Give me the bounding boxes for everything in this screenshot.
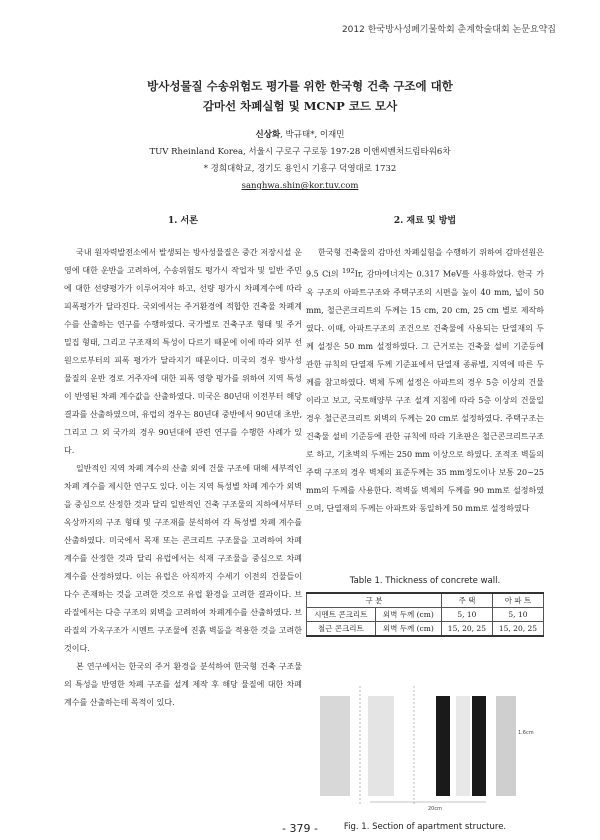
section-introduction-title: 1. 서론 [168,216,198,226]
table-row [307,622,544,637]
conference-header: 2012 한국방사성폐기물학회 춘계학술대회 논문요약집 [341,25,556,35]
right-column [306,212,544,518]
lead-author: 신상화 [255,130,281,140]
title-line-1: 방사성물질 수송위험도 평가를 위한 한국형 건축 구조에 대한 [147,79,453,93]
section-diagram [306,676,544,816]
table-cell-label: 철근 콘크리트 [307,622,376,637]
author-email: sanghwa.shin@kor.tuv.com [241,181,359,191]
co-authors: , 박규태*, 이재민 [280,130,345,140]
table-cell-unit: 외벽 두께 (cm) [375,608,441,622]
intro-paragraph-3: 본 연구에서는 한국의 주거 환경을 분석하여 한국형 건축 구조물의 특성을 반영한 차폐 구조를 설계 제작 후 해당 물질에 대한 차폐 계수를 산출하는데 목적이 있다. [64,662,302,707]
methods-text-b: Ir, 감마에너지는 0.317 MeV를 사용하였다. 한국 가옥 구조의 아파트구조와 주택구조의 시편을 높이 40 mm, 넓이 50 mm, 철근콘크리트의 두께는 15 cm, 20 cm, 25 cm 별로 제작하였다. 이때, 아파트구조의 조건으로 건축물에 사용되는 단열재의 두께 설정은 50 mm 설정하였다. 그 근거로는 건축물 설비 기준등에 관한 규칙의 단열재 두께 기준표에서 단열재 종류별, 지역에 따른 두께를 참고하였다. 벽체 두께 설정은 아파트의 경우 5층 이상의 건물이라고 보고, 국토해양부 구조 설계 지침에 따라 5층 이상의 건물일 경우 철근콘크리트 외벽의 두께는 20 cm로 설정하였다. 주택구조는 건축물 설비 기준등에 관한 규칙에 따라 기초판은 철근콘크리트구조로 하고, 기초벽의 두께는 250 mm 이상으로 하였다. 조적조 벽돌의 주택 구조의 경우 벽체의 표준두께는 35 mm정도이나 보통 20~25 mm의 두께를 사용한다. 적벽돌 벽체의 두께를 90 mm로 설정하였으며, 단열재의 두께는 아파트와 동일하게 50 mm로 설정하였다 [306,269,545,513]
concrete-layer-1 [436,696,450,796]
table-cell-label: 시멘트 콘크리트 [307,608,376,622]
table-caption: Table 1. Thickness of concrete wall. [349,576,501,586]
wall-layer-left [320,696,350,796]
intro-paragraph-1: 국내 원자력발전소에서 발생되는 방사성물질은 중간 저장시설 운영에 대한 운반을 고려하여, 수송위험도 평가시 작업자 및 일반 주민에 대한 선량평가가 이루어져야 하고, 선량 평가시 차폐계수에 따라 피폭평가가 달라진다. 국외에서는 주거환경에 적합한 건축물 차폐계수를 산출하는 연구를 수행하였다. 국가별로 건축구조 형태 및 주거밀집 형태, 그리고 구조재의 특성이 다르기 때문에 이에 따라 외부 선원으로부터의 피폭 평가가 달라지기 때문이다. 미국의 경우 방사성 물질의 운반 경로 거주자에 대한 피폭 영향 평가를 위하여 지역 특성이 반영된 차폐 계수값을 산출하였다. 미국은 80년대 이전부터 해당 결과를 산출하였으며, 유럽의 경우는 80년대 중반에서 90년대 초반, 그리고 그 외 국가의 경우 90년대에 관련 연구를 수행한 사례가 있다. [64,248,302,455]
methods-text-a: 한국형 건축물의 감마선 차폐실험을 수행하기 위하여 감마선원은 9.5 Ci의 [306,248,544,279]
wall-layer-right [496,696,516,796]
table-cell-unit: 외벽 두께 (cm) [375,622,441,637]
figure-label-right: 1.6cm [518,730,534,736]
figure-caption: Fig. 1. Section of apartment structure. [343,822,507,832]
affiliation-2: * 경희대학교, 경기도 용인시 기흥구 덕영대로 1732 [203,164,397,174]
table-cell-house: 15, 20, 25 [441,622,492,637]
author-names [0,127,600,144]
table-cell-apartment: 15, 20, 25 [492,622,543,637]
table-row [307,608,544,622]
table-cell-house: 5, 10 [441,608,492,622]
table-head-house: 주 택 [441,593,492,608]
thickness-table [306,592,544,637]
page-number: - 379 - [282,822,318,835]
intro-paragraph-2: 일반적인 지역 차폐 계수의 산출 외에 건물 구조에 대해 세부적인 차폐 계수를 제시한 연구도 있다. 이는 지역 특성별 차폐 계수가 외벽을 중심으로 산정한 것과 달리 일반적인 건축 구조물의 지하에서부터 옥상까지의 구조 형태 및 구조재를 분석하여 각 특성별 차폐 계수를 산출하였다. 미국에서 목재 또는 콘크리트 구조물을 고려하여 차폐 계수를 산정한 것과 달리 유럽에서는 석재 구조물을 중심으로 차폐 계수를 산정하였다. 이는 유럽은 아직까지 수세기 이전의 건물들이 다수 존재하는 것을 고려한 것으로 유럽 환경을 고려한 결과이다. 브라질에서는 다층 구조의 외벽을 고려하여 차폐계수를 산출하였다. 브라질의 가옥구조가 시멘트 구조물에 진흙 벽돌을 적용한 것을 고려한 것이다. [64,464,302,653]
concrete-layer-2 [472,696,486,796]
left-column [64,212,302,712]
table-head-apartment: 아 파 트 [492,593,543,608]
author-block [0,127,600,195]
table-header-row [307,593,544,608]
table-head-category: 구 분 [307,593,442,608]
apartment-section-figure [306,676,544,816]
figure-label-bottom: 20cm [428,806,442,812]
table-cell-apartment: 5, 10 [492,608,543,622]
wall-layer-left-2 [368,696,394,796]
title-line-2: 감마선 차폐실험 및 MCNP 코드 모사 [202,99,398,113]
insulation-layer [456,696,470,796]
affiliation-1: TUV Rheinland Korea, 서울시 구로구 구로동 197-28 이앤씨벤처드림타워6차 [149,147,451,157]
methods-paragraph-1 [306,244,544,518]
isotope-superscript: 192 [342,267,355,275]
section-methods-title: 2. 재료 및 방법 [393,216,457,226]
paper-title [0,76,600,116]
